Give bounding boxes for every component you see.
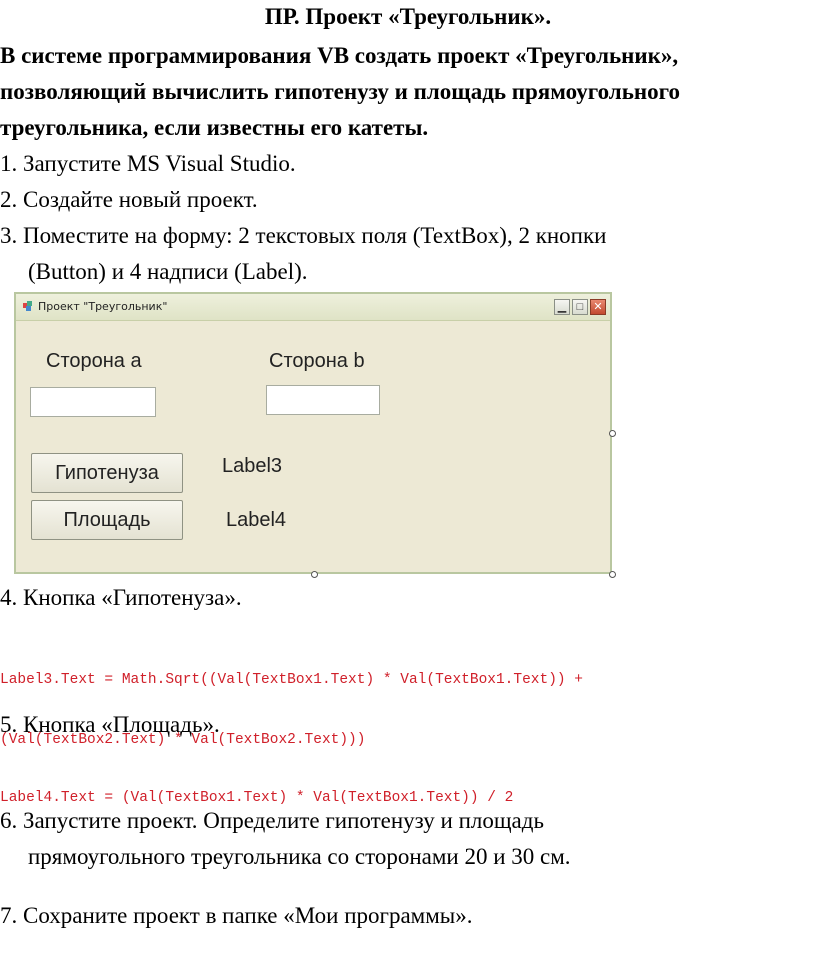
step-3-line-2: (Button) и 4 надписи (Label).	[28, 259, 308, 284]
step-1: 1. Запустите MS Visual Studio.	[0, 151, 296, 176]
resize-handle[interactable]	[311, 571, 318, 578]
label4: Label4	[226, 509, 287, 531]
minimize-button[interactable]: ▁	[554, 299, 570, 315]
intro-line: треугольника, если известны его катеты.	[0, 115, 429, 140]
app-icon	[22, 300, 34, 312]
step-2: 2. Создайте новый проект.	[0, 187, 258, 212]
step-7: 7. Сохраните проект в папке «Мои программы».	[0, 903, 473, 928]
step-6-line-1: 6. Запустите проект. Определите гипотенузу и площадь	[0, 808, 544, 833]
window-title: Проект "Треугольник"	[38, 300, 168, 313]
close-button[interactable]: ✕	[590, 299, 606, 315]
step-4: 4. Кнопка «Гипотенуза».	[0, 585, 242, 610]
step-5: 5. Кнопка «Площадь».	[0, 712, 220, 737]
maximize-button[interactable]: □	[572, 299, 588, 315]
area-button[interactable]: Площадь	[31, 500, 183, 540]
code-line: Label3.Text = Math.Sqrt((Val(TextBox1.Text) * Val(TextBox1.Text)) +	[0, 672, 583, 688]
label-side-b: Сторона b	[269, 350, 365, 372]
textbox1-input[interactable]	[30, 387, 156, 417]
label-side-a: Сторона a	[46, 350, 142, 372]
step-3-line-1: 3. Поместите на форму: 2 текстовых поля (TextBox), 2 кнопки	[0, 223, 607, 248]
task-description	[0, 38, 816, 146]
code-line: Label4.Text = (Val(TextBox1.Text) * Val(TextBox1.Text)) / 2	[0, 790, 514, 806]
step-3	[0, 218, 606, 290]
textbox2-input[interactable]	[266, 385, 380, 415]
step-6	[0, 803, 571, 875]
code-line: (Val(TextBox2.Text) * Val(TextBox2.Text)))	[0, 732, 366, 748]
page-title: ПР. Проект «Треугольник».	[264, 4, 552, 29]
hypotenuse-button[interactable]: Гипотенуза	[31, 453, 183, 493]
resize-handle[interactable]	[609, 571, 616, 578]
intro-line: В системе программирования VB создать проект «Треугольник»,	[0, 43, 679, 68]
intro-line: позволяющий вычислить гипотенузу и площадь прямоугольного	[0, 79, 680, 104]
label3: Label3	[222, 455, 283, 477]
window-titlebar	[16, 294, 610, 321]
step-6-line-2: прямоугольного треугольника со сторонами 20 и 30 см.	[28, 844, 571, 869]
resize-handle[interactable]	[609, 430, 616, 437]
vb-form-window	[14, 292, 612, 574]
